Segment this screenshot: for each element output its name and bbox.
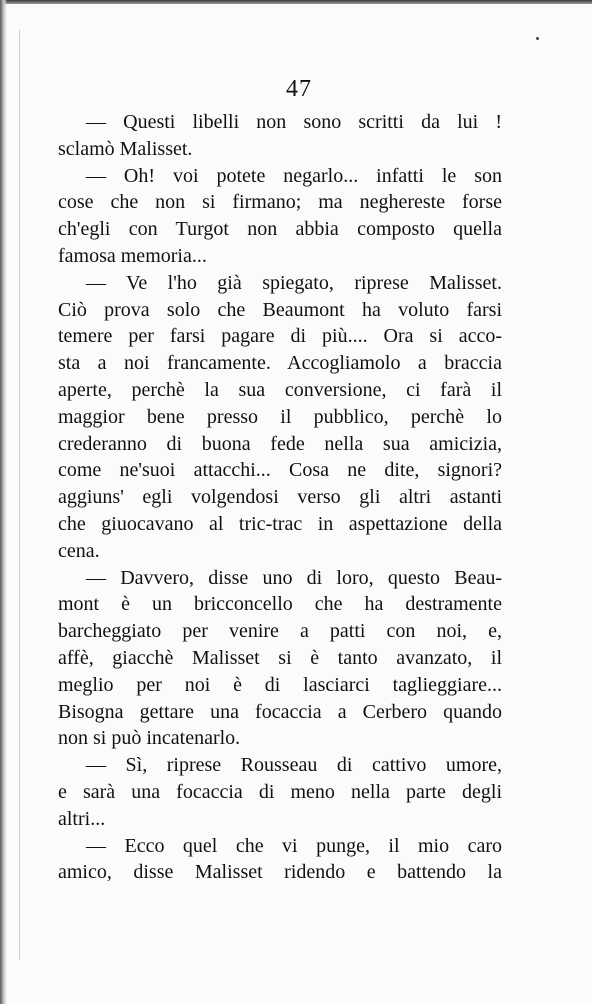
- text-line: cena.: [58, 539, 100, 562]
- text-line: maggior bene presso il pubblico, perchè lo: [58, 405, 502, 428]
- text-line: Bisogna gettare una focaccia a Cerbero quando: [58, 700, 502, 723]
- body-text: [58, 109, 502, 886]
- text-line: famosa memoria...: [58, 244, 207, 267]
- text-line: sta a noi francamente. Accogliamolo a braccia: [58, 352, 502, 375]
- paper-speck: [536, 37, 539, 40]
- text-line: ch'egli con Turgot non abbia composto quella: [58, 218, 502, 241]
- text-line: barcheggiato per venire a patti con noi, e,: [58, 620, 502, 643]
- text-line: — Oh! voi potete negarlo... infatti le son: [86, 164, 502, 187]
- text-line: che giuocavano al tric-trac in aspettazione della: [58, 512, 502, 535]
- text-line: — Questi libelli non sono scritti da lui !: [86, 111, 502, 133]
- text-line: Ciò prova solo che Beaumont ha voluto farsi: [58, 298, 502, 321]
- text-line: temere per farsi pagare di più.... Ora si acco-: [58, 325, 502, 348]
- text-line: — Ve l'ho già spiegato, riprese Malisset.: [86, 271, 502, 294]
- text-line: aperte, perchè la sua conversione, ci farà il: [58, 378, 502, 401]
- text-line: — Ecco quel che vi punge, il mio caro: [86, 834, 502, 857]
- text-line: cose che non si firmano; ma neghereste forse: [58, 191, 502, 214]
- text-line: come ne'suoi attacchi... Cosa ne dite, signori?: [58, 459, 502, 482]
- text-line: aggiuns' egli volgendosi verso gli altri astanti: [58, 486, 502, 509]
- page-top-edge: [0, 0, 592, 4]
- text-line: — Davvero, disse uno di loro, questo Beau-: [86, 566, 502, 589]
- text-line: amico, disse Malisset ridendo e battendo la: [58, 861, 502, 884]
- text-line: sclamò Malisset.: [58, 137, 193, 160]
- page-number: 47: [286, 76, 312, 102]
- text-line: e sarà una focaccia di meno nella parte degli: [58, 780, 502, 803]
- text-line: — Sì, riprese Rousseau di cattivo umore,: [86, 754, 502, 777]
- text-line: altri...: [58, 807, 106, 830]
- text-line: crederanno di buona fede nella sua amicizia,: [58, 432, 502, 455]
- page-fold-line: [19, 30, 20, 960]
- text-line: mont è un bricconcello che ha destramente: [58, 593, 502, 616]
- text-line: non si può incatenarlo.: [58, 727, 241, 750]
- text-line: affè, giacchè Malisset si è tanto avanzato, il: [58, 646, 502, 669]
- text-line: meglio per noi è di lasciarci taglieggiare...: [58, 673, 502, 696]
- page-binding-edge: [0, 0, 7, 1004]
